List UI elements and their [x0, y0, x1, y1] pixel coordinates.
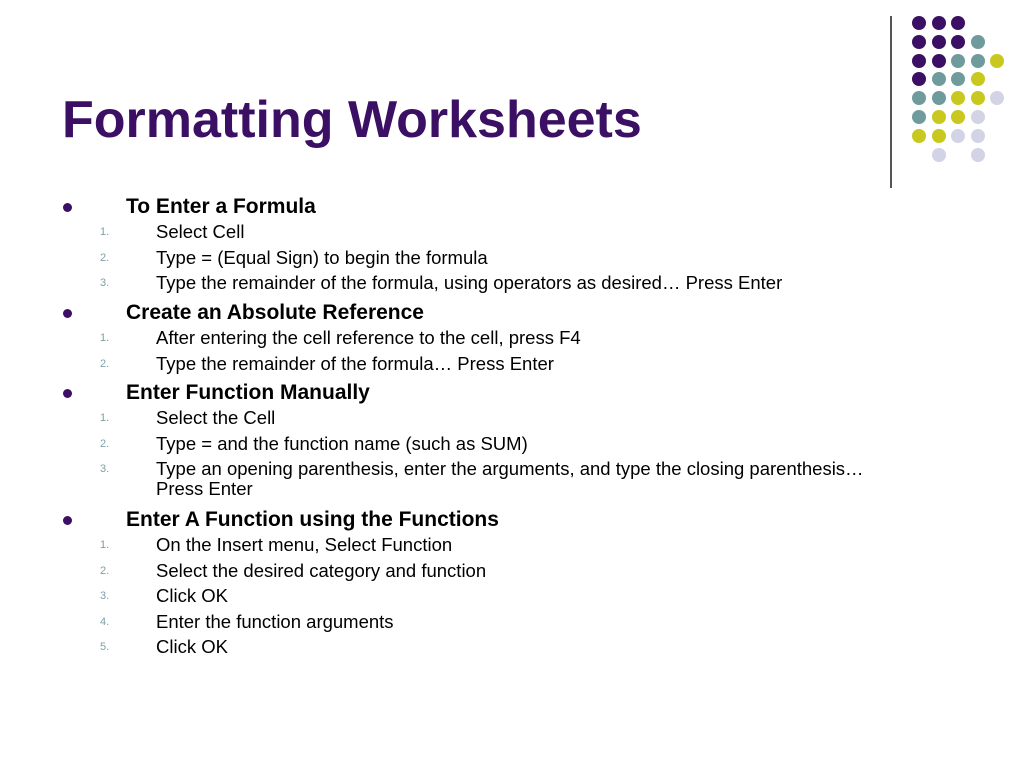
- step-number: 2.: [100, 251, 110, 264]
- step-number: 1.: [100, 539, 110, 551]
- section-heading: To Enter a Formula: [126, 195, 316, 218]
- step-text: Type = and the function name (such as SUM): [156, 432, 528, 454]
- step-text: Type the remainder of the formula… Press Enter: [156, 352, 554, 374]
- step-number: 3.: [100, 463, 110, 475]
- step-number: 1.: [100, 226, 110, 238]
- step-text: Type = (Equal Sign) to begin the formula: [156, 246, 488, 268]
- step-number: 3.: [100, 277, 110, 289]
- step-number: 3.: [100, 590, 110, 602]
- step-text: After entering the cell reference to the cell, press F4: [156, 327, 581, 348]
- step-number: 5.: [100, 641, 110, 653]
- section-heading: Enter A Function using the Functions: [126, 508, 499, 531]
- step-text: Click OK: [156, 585, 228, 606]
- step-text: Type the remainder of the formula, using operators as desired… Press Enter: [156, 272, 783, 293]
- step-text: On the Insert menu, Select Function: [156, 534, 453, 555]
- step-number: 2.: [100, 357, 110, 370]
- bullet-icon: [63, 389, 72, 398]
- step-number: 2.: [100, 564, 110, 577]
- bullet-icon: [63, 309, 72, 318]
- step-number: 1.: [100, 412, 110, 424]
- step-text: Select the Cell: [156, 407, 276, 428]
- bullet-icon: [63, 516, 72, 525]
- step-text: Click OK: [156, 636, 228, 657]
- slide-title: Formatting Worksheets: [62, 91, 642, 149]
- step-number: 2.: [100, 437, 110, 450]
- step-number: 1.: [100, 332, 110, 344]
- step-number: 4.: [100, 615, 110, 628]
- section-heading: Create an Absolute Reference: [126, 301, 424, 324]
- section-heading: Enter Function Manually: [126, 381, 370, 404]
- step-text: Select the desired category and function: [156, 559, 487, 581]
- bullet-icon: [63, 203, 72, 212]
- step-text: Type an opening parenthesis, enter the arguments, and type the closing parenthesis…Press Enter: [156, 458, 864, 499]
- step-text: Select Cell: [156, 221, 245, 242]
- step-text: Enter the function arguments: [156, 610, 394, 632]
